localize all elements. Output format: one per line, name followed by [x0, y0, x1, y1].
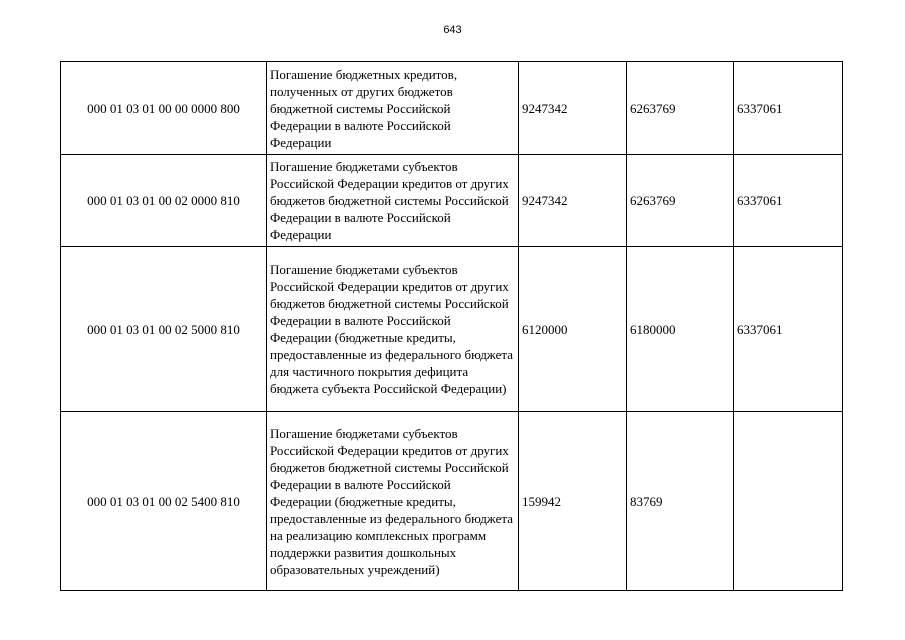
value-cell-2: 83769: [627, 412, 734, 591]
budget-code-cell: 000 01 03 01 00 00 0000 800: [61, 62, 267, 155]
value-cell-1: 9247342: [519, 155, 627, 247]
value-cell-3: [734, 412, 843, 591]
value-cell-1: 159942: [519, 412, 627, 591]
budget-table: [60, 61, 843, 591]
table-row: [61, 62, 843, 155]
value-cell-3: 6337061: [734, 247, 843, 412]
value-cell-1: 9247342: [519, 62, 627, 155]
value-cell-2: 6263769: [627, 155, 734, 247]
budget-code-cell: 000 01 03 01 00 02 0000 810: [61, 155, 267, 247]
budget-code-cell: 000 01 03 01 00 02 5000 810: [61, 247, 267, 412]
value-cell-1: 6120000: [519, 247, 627, 412]
value-cell-2: 6180000: [627, 247, 734, 412]
table-row: [61, 412, 843, 591]
page-number: 643: [443, 24, 462, 36]
value-cell-2: 6263769: [627, 62, 734, 155]
value-cell-3: 6337061: [734, 62, 843, 155]
table-row: [61, 247, 843, 412]
budget-code-cell: 000 01 03 01 00 02 5400 810: [61, 412, 267, 591]
description-cell: Погашение бюджетами субъектов Российской Федерации кредитов от других бюджетов бюджетной системы Российской Федерации в валюте Российской Федерации: [267, 155, 519, 247]
description-cell: Погашение бюджетами субъектов Российской Федерации кредитов от других бюджетов бюджетной системы Российской Федерации в валюте Российской Федерации (бюджетные кредиты, предоставленные из федерального бюджета для частичного покрытия дефицита бюджета субъекта Российской Федерации): [267, 247, 519, 412]
table-row: [61, 155, 843, 247]
description-cell: Погашение бюджетами субъектов Российской Федерации кредитов от других бюджетов бюджетной системы Российской Федерации в валюте Российской Федерации (бюджетные кредиты, предоставленные из федерального бюджета на реализацию комплексных программ поддержки развития дошкольных образовательных учреждений): [267, 412, 519, 591]
value-cell-3: 6337061: [734, 155, 843, 247]
description-cell: Погашение бюджетных кредитов, полученных от других бюджетов бюджетной системы Российской Федерации в валюте Российской Федерации: [267, 62, 519, 155]
